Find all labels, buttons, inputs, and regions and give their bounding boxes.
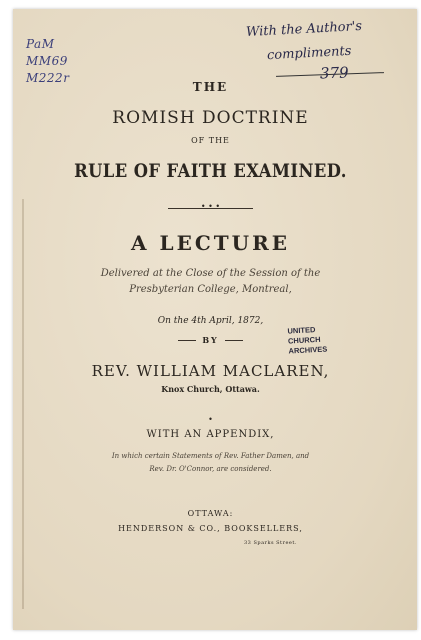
title-romish-doctrine: ROMISH DOCTRINE [112, 108, 309, 128]
byline-rule-right [225, 340, 243, 341]
handwritten-number: 379 [319, 63, 349, 83]
call-number-line: MM69 [26, 54, 68, 68]
lecture-date: On the 4th April, 1872, [157, 316, 264, 326]
imprint-publisher: HENDERSON & CO., BOOKSELLERS, [118, 524, 303, 533]
author-church: Knox Church, Ottawa. [161, 384, 260, 394]
imprint-address: 33 Sparks Street. [244, 540, 297, 546]
title-of-the: OF THE [191, 136, 230, 145]
appendix-line1: In which certain Statements of Rev. Father Damen, and [111, 452, 310, 460]
handwritten-inscription-line1: With the Author's [245, 18, 363, 41]
lecture-college-line: Presbyterian College, Montreal, [129, 284, 292, 295]
imprint-city: OTTAWA: [187, 509, 234, 518]
stamp-line: UNITED CHURCH [287, 325, 321, 346]
handwritten-inscription-line2: compliments [266, 43, 352, 64]
stamp-line: ARCHIVES [288, 344, 328, 356]
ornament-dot: • [208, 415, 213, 424]
fold-crease [22, 199, 24, 609]
author-name: REV. WILLIAM MACLAREN, [91, 362, 330, 380]
appendix-line2: Rev. Dr. O'Connor, are considered. [149, 465, 272, 473]
appendix-heading: WITH AN APPENDIX, [146, 429, 275, 440]
title-line-the: THE [192, 80, 229, 94]
call-number-line: PaM [26, 37, 55, 51]
ornament-dots: • • • [200, 202, 221, 211]
lecture-delivered-line: Delivered at the Close of the Session of the [100, 268, 321, 279]
call-number-line: M222r [26, 71, 70, 85]
byline-by: BY [202, 335, 219, 345]
title-rule-of-faith: RULE OF FAITH EXAMINED. [74, 160, 347, 182]
lecture-heading: A LECTURE [131, 231, 290, 255]
